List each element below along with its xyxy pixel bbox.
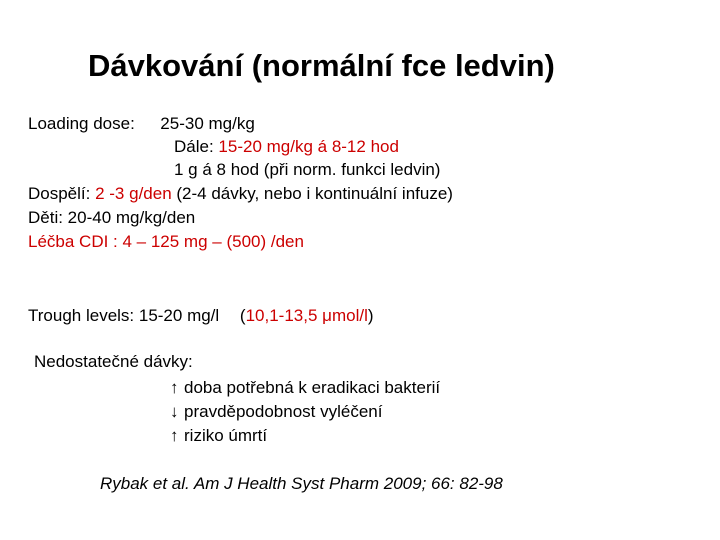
bullet-item [170, 402, 382, 422]
trough-levels-line [28, 306, 374, 326]
adults-label: Dospělí: [28, 184, 96, 203]
trough-label: Trough levels: 15-20 mg/l [28, 306, 220, 325]
arrow-down-icon: ↓ [170, 402, 179, 421]
trough-paren-close: ) [367, 306, 374, 325]
bullet-text: doba potřebná k eradikaci bakterií [184, 378, 441, 397]
loading-dose-line [28, 114, 255, 134]
arrow-up-icon: ↑ [170, 426, 179, 445]
dale-label: Dále: [174, 137, 219, 156]
arrow-up-icon: ↑ [170, 378, 179, 397]
bullet-item [170, 426, 267, 446]
insufficient-dose-label: Nedostatečné dávky: [34, 352, 193, 371]
adults-value: 2 -3 g/den [95, 184, 172, 203]
loading-dose-label: Loading dose: [28, 114, 135, 133]
loading-dose-value: 25-30 mg/kg [160, 114, 255, 133]
trough-paren-open: ( [239, 306, 246, 325]
dale-value: 15-20 mg/kg á 8-12 hod [218, 137, 399, 156]
norm-function-line: 1 g á 8 hod (při norm. funkci ledvin) [174, 160, 441, 179]
cdi-line: Léčba CDI : 4 – 125 mg – (500) /den [28, 232, 304, 251]
trough-value: 10,1-13,5 μmol/l [245, 306, 368, 325]
children-line: Děti: 20-40 mg/kg/den [28, 208, 196, 227]
slide-title: Dávkování (normální fce ledvin) [88, 48, 555, 83]
bullet-text: pravděpodobnost vyléčení [184, 402, 383, 421]
bullet-item [170, 378, 440, 398]
adults-rest: (2-4 dávky, nebo i kontinuální infuze) [171, 184, 453, 203]
bullet-text: riziko úmrtí [184, 426, 268, 445]
dale-line [174, 137, 399, 157]
adults-line [28, 184, 453, 204]
citation: Rybak et al. Am J Health Syst Pharm 2009; 66: 82-98 [100, 474, 503, 493]
